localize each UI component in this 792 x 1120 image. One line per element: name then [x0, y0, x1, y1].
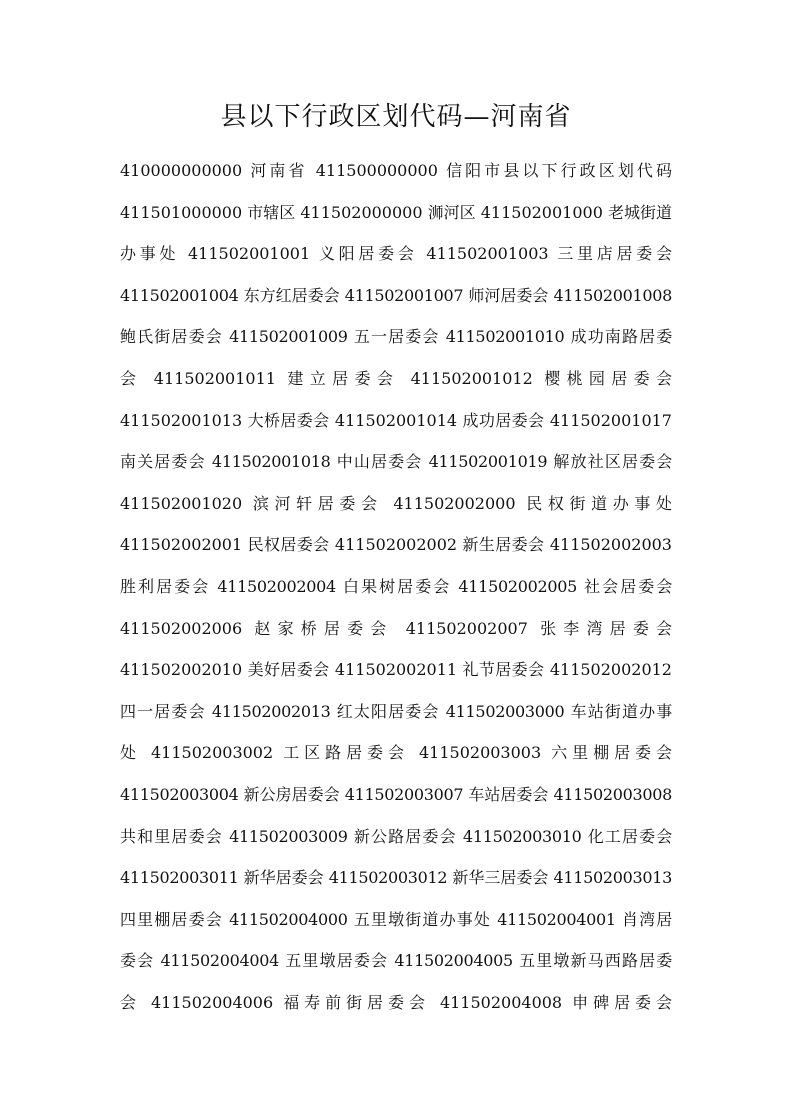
text-line: 鲍氏街居委会 411502001009 五一居委会 411502001010 成功南路居委	[120, 327, 672, 347]
text-line: 会 411502001011 建立居委会 411502001012 樱桃园居委会	[120, 368, 672, 388]
text-line: 处 411502003002 工区路居委会 411502003003 六里棚居委会	[120, 743, 672, 763]
text-line: 411502002006 赵家桥居委会 411502002007 张李湾居委会	[120, 618, 672, 638]
text-line: 四一居委会 411502002013 红太阳居委会 411502003000 车站街道办事	[120, 701, 672, 721]
text-line: 会 411502004006 福寿前街居委会 411502004008 申碑居委会	[120, 992, 672, 1012]
text-line: 411502001013 大桥居委会 411502001014 成功居委会 411502001017	[120, 410, 672, 430]
text-line: 411501000000 市辖区 411502000000 浉河区 411502001000 老城街道	[120, 202, 672, 222]
document-title: 县以下行政区划代码—河南省	[220, 102, 572, 132]
text-line: 411502001020 滨河轩居委会 411502002000 民权街道办事处	[120, 493, 672, 513]
text-line: 411502001004 东方红居委会 411502001007 师河居委会 411502001008	[120, 285, 672, 305]
text-line: 委会 411502004004 五里墩居委会 411502004005 五里墩新马西路居委	[120, 951, 672, 971]
text-line: 411502002001 民权居委会 411502002002 新生居委会 411502002003	[120, 535, 672, 555]
text-line: 410000000000 河南省 411500000000 信阳市县以下行政区划代码	[120, 161, 672, 180]
text-line: 办事处 411502001001 义阳居委会 411502001003 三里店居委会	[120, 244, 672, 264]
text-line: 四里棚居委会 411502004000 五里墩街道办事处 411502004001 肖湾居	[120, 909, 672, 929]
text-line: 411502003004 新公房居委会 411502003007 车站居委会 411502003008	[120, 784, 672, 804]
text-line: 胜利居委会 411502002004 白果树居委会 411502002005 社会居委会	[120, 576, 672, 596]
text-line: 411502003011 新华居委会 411502003012 新华三居委会 411502003013	[120, 868, 672, 888]
document-body	[120, 150, 672, 1023]
text-line: 共和里居委会 411502003009 新公路居委会 411502003010 化工居委会	[120, 826, 672, 846]
text-line: 南关居委会 411502001018 中山居委会 411502001019 解放社区居委会	[120, 452, 672, 472]
text-line: 411502002010 美好居委会 411502002011 礼节居委会 411502002012	[120, 660, 672, 680]
